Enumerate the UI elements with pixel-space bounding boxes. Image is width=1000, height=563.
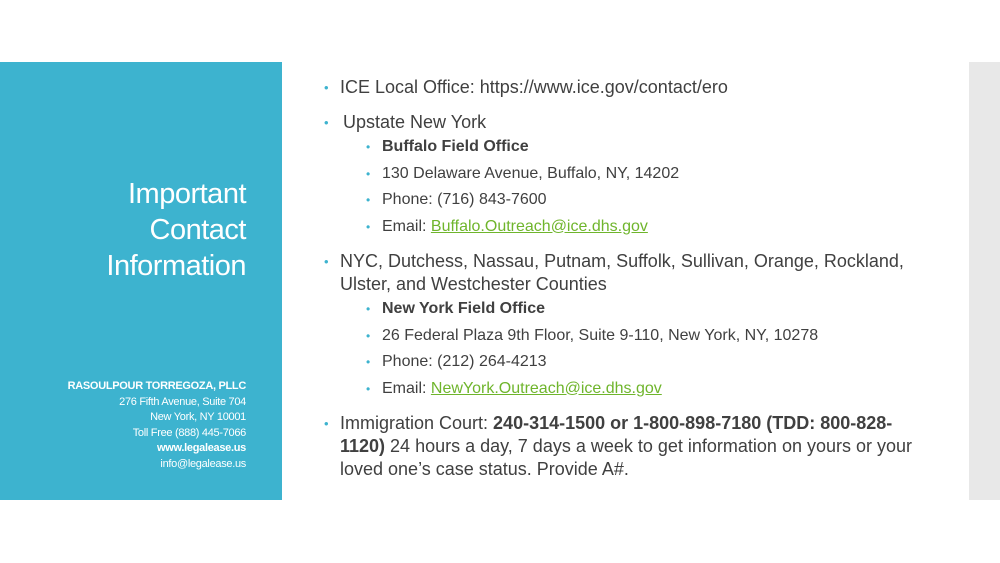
bullet-icon: • xyxy=(324,115,329,130)
buffalo-phone: Phone: (716) 843-7600 xyxy=(382,191,547,208)
company-address-line1: 276 Fifth Avenue, Suite 704 xyxy=(119,395,246,408)
ice-local-text: ICE Local Office: https://www.ice.gov/contact/ero xyxy=(340,77,728,97)
buffalo-address: 130 Delaware Avenue, Buffalo, NY, 14202 xyxy=(382,164,680,182)
bullet-icon: • xyxy=(324,80,329,95)
sub-item-address xyxy=(324,323,924,350)
bullet-icon: • xyxy=(366,355,371,369)
bullet-icon: • xyxy=(324,254,329,269)
right-scroll-bar xyxy=(969,62,1000,500)
bullet-icon: • xyxy=(366,193,371,207)
company-name: RASOULPOUR TORREGOZA, PLLC xyxy=(67,380,246,392)
list-item-nyc xyxy=(324,250,924,296)
sub-item-phone xyxy=(324,349,924,376)
title-line: Information xyxy=(106,250,246,282)
buffalo-email-link[interactable]: Buffalo.Outreach@ice.dhs.gov xyxy=(430,217,648,235)
bullet-icon: • xyxy=(366,140,371,154)
sub-item-office xyxy=(324,296,924,323)
bullet-icon: • xyxy=(324,416,329,431)
sub-item-office xyxy=(324,134,924,161)
company-website[interactable]: www.legalease.us xyxy=(157,442,246,454)
ny-email-link[interactable]: NewYork.Outreach@ice.dhs.gov xyxy=(430,379,662,397)
list-item-court xyxy=(324,412,924,481)
company-address-line2: New York, NY 10001 xyxy=(150,411,246,423)
title-panel xyxy=(0,62,282,500)
court-numbers: 240-314-1500 or 1-800-898-7180 (TDD: 800-828-1120) xyxy=(340,413,893,456)
bullet-icon: • xyxy=(366,166,371,181)
upstate-heading: Upstate New York xyxy=(343,112,487,132)
sub-item-phone xyxy=(324,187,924,214)
court-text: 24 hours a day, 7 days a week to get information on yours or your loved one’s case status. Provide A#. xyxy=(340,436,913,479)
title-line: Important xyxy=(128,178,246,210)
email-label: Email: xyxy=(382,217,431,235)
bullet-icon: • xyxy=(366,219,371,234)
email-label: Email: xyxy=(382,379,431,397)
sub-item-email xyxy=(324,214,924,241)
ny-address: 26 Federal Plaza 9th Floor, Suite 9-110, New York, NY, 10278 xyxy=(382,326,819,344)
buffalo-office-name: Buffalo Field Office xyxy=(382,138,529,155)
title-line: Contact xyxy=(149,214,246,246)
slide-title xyxy=(16,176,246,284)
sub-item-email xyxy=(324,376,924,403)
nyc-heading: NYC, Dutchess, Nassau, Putnam, Suffolk, Sullivan, Orange, Rockland, Ulster, and Westchester Counties xyxy=(340,251,904,294)
court-label: Immigration Court: xyxy=(340,413,494,433)
list-item-upstate xyxy=(324,111,924,134)
company-info xyxy=(6,379,246,472)
bullet-icon: • xyxy=(366,381,371,396)
company-phone: Toll Free (888) 445-7066 xyxy=(132,426,246,439)
list-item-ice-local xyxy=(324,76,924,99)
bullet-icon: • xyxy=(366,302,371,316)
ny-phone: Phone: (212) 264-4213 xyxy=(382,353,547,370)
company-email[interactable]: info@legalease.us xyxy=(160,457,246,470)
ny-office-name: New York Field Office xyxy=(382,300,546,317)
contact-list xyxy=(324,76,924,481)
bullet-icon: • xyxy=(366,328,371,343)
sub-item-address xyxy=(324,161,924,188)
